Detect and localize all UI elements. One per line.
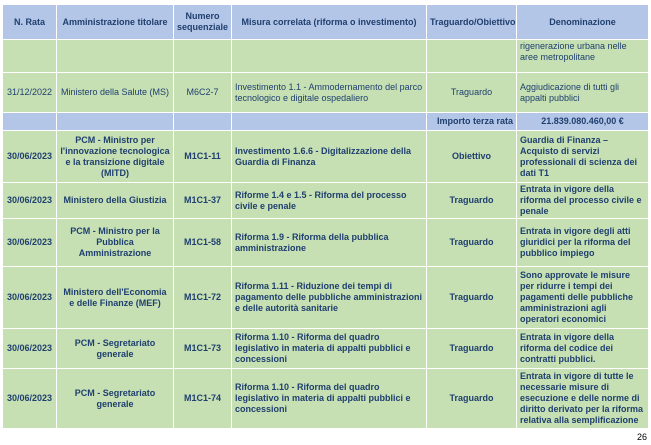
cell-denominazione: Entrata in vigore di tutte le necessarie misure di esecuzione e delle norme di diritto derivato per la riforma relativa alla semplificazione [517, 369, 649, 429]
cell-misura: Investimento 1.6.6 - Digitalizzazione della Guardia di Finanza [232, 131, 427, 183]
table-row [3, 267, 649, 329]
cell-tipo: Obiettivo [427, 131, 517, 183]
cell-misura: Riforme 1.4 e 1.5 - Riforma del processo civile e penale [232, 183, 427, 219]
cell-denominazione: Guardia di Finanza – Acquisto di servizi professionali di scienza dei dati T1 [517, 131, 649, 183]
cell-denominazione: Sono approvate le misure per ridurre i tempi dei pagamenti delle pubbliche amministrazioni agli operatori economici [517, 267, 649, 329]
table-row [3, 40, 649, 73]
cell-denominazione: Entrata in vigore della riforma del processo civile e penale [517, 183, 649, 219]
cell-misura: Riforma 1.10 - Riforma del quadro legislativo in materia di appalti pubblici e concessioni [232, 329, 427, 369]
table-row [3, 219, 649, 267]
page-number: 26 [636, 432, 647, 442]
table-row [3, 131, 649, 183]
cell-denominazione: Entrata in vigore degli atti giuridici per la riforma del pubblico impiego [517, 219, 649, 267]
cell-misura: Riforma 1.11 - Riduzione dei tempi di pagamento delle pubbliche amministrazioni e delle autorità sanitarie [232, 267, 427, 329]
table-row [3, 73, 649, 113]
cell-misura: Riforma 1.10 - Riforma del quadro legislativo in materia di appalti pubblici e concessioni [232, 369, 427, 429]
table-row [3, 369, 649, 429]
table-row [3, 183, 649, 219]
cell-misura: Investimento 1.1 - Ammodernamento del parco tecnologico e digitale ospedaliero [232, 73, 427, 113]
cell-amministrazione: PCM - Segretariato generale [57, 369, 174, 429]
cell-amministrazione: PCM - Segretariato generale [57, 329, 174, 369]
cell-amministrazione: PCM - Ministro per l'innovazione tecnologica e la transizione digitale (MITD) [57, 131, 174, 183]
cell-tipo: Traguardo [427, 219, 517, 267]
cell-numero: M1C1-73 [174, 329, 232, 369]
cell-numero: M6C2-7 [174, 73, 232, 113]
cell-denominazione: Entrata in vigore della riforma del codice dei contratti pubblici. [517, 329, 649, 369]
cell-tipo: Traguardo [427, 329, 517, 369]
total-row [3, 113, 649, 131]
cell-tipo: Traguardo [427, 267, 517, 329]
cell-numero: M1C1-72 [174, 267, 232, 329]
milestones-table [2, 4, 649, 429]
header-traguardo: Traguardo/Obiettivo [427, 5, 517, 40]
cell-rata: 30/06/2023 [3, 183, 57, 219]
header-denominazione: Denominazione [517, 5, 649, 40]
cell-tipo: Traguardo [427, 73, 517, 113]
cell-denominazione: Aggiudicazione di tutti gli appalti pubblici [517, 73, 649, 113]
cell-amministrazione: Ministero dell'Economia e delle Finanze (MEF) [57, 267, 174, 329]
cell-tipo: Traguardo [427, 183, 517, 219]
cell-numero: M1C1-58 [174, 219, 232, 267]
header-amministrazione: Amministrazione titolare [57, 5, 174, 40]
header-row [3, 5, 649, 40]
header-rata: N. Rata [3, 5, 57, 40]
header-misura: Misura correlata (riforma o investimento) [232, 5, 427, 40]
cell-numero: M1C1-74 [174, 369, 232, 429]
cell-rata: 30/06/2023 [3, 267, 57, 329]
cell-numero: M1C1-37 [174, 183, 232, 219]
total-label: Importo terza rata [427, 113, 517, 131]
cell-denominazione: rigenerazione urbana nelle aree metropolitane [517, 40, 649, 73]
cell-numero: M1C1-11 [174, 131, 232, 183]
cell-rata: 30/06/2023 [3, 219, 57, 267]
total-value: 21.839.080.460,00 € [517, 113, 649, 131]
cell-rata: 30/06/2023 [3, 369, 57, 429]
table-row [3, 329, 649, 369]
header-numero: Numero sequenziale [174, 5, 232, 40]
cell-misura: Riforma 1.9 - Riforma della pubblica amministrazione [232, 219, 427, 267]
cell-rata: 31/12/2022 [3, 73, 57, 113]
cell-rata: 30/06/2023 [3, 329, 57, 369]
cell-tipo: Traguardo [427, 369, 517, 429]
cell-amministrazione: PCM - Ministro per la Pubblica Amministrazione [57, 219, 174, 267]
cell-amministrazione: Ministero della Salute (MS) [57, 73, 174, 113]
cell-rata: 30/06/2023 [3, 131, 57, 183]
cell-amministrazione: Ministero della Giustizia [57, 183, 174, 219]
